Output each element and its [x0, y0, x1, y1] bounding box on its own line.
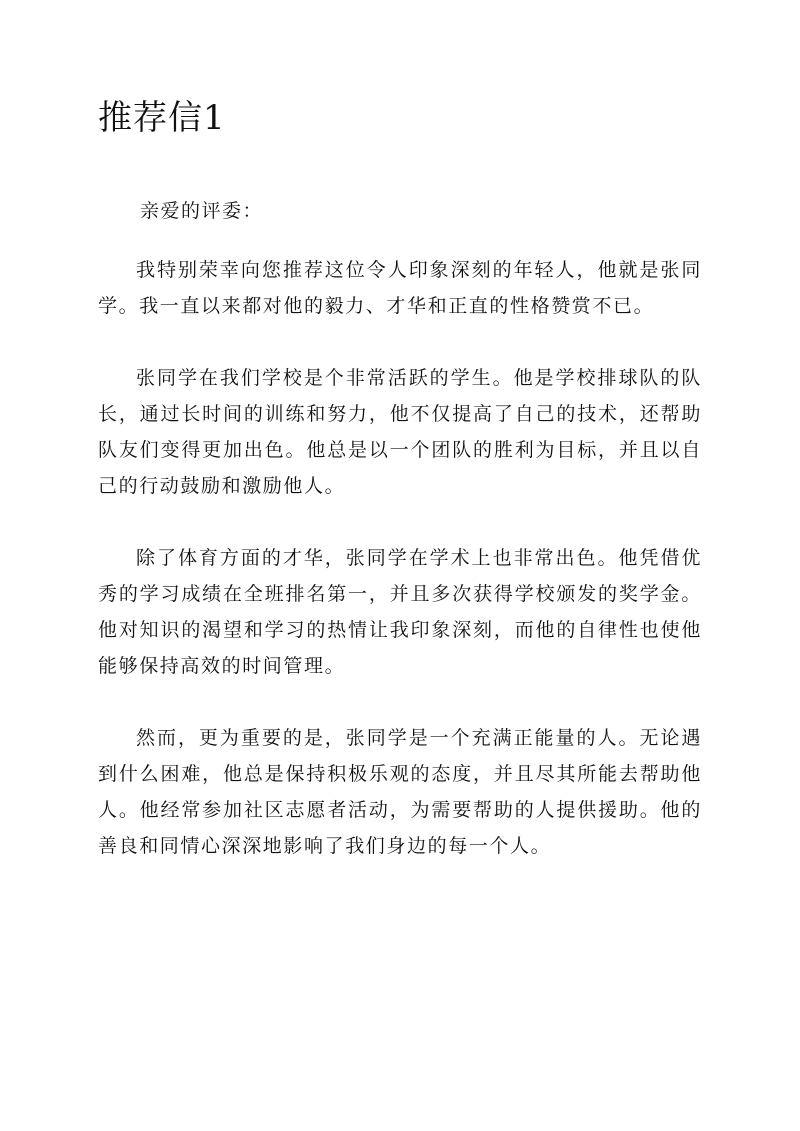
paragraph-character: 然而，更为重要的是，张同学是一个充满正能量的人。无论遇到什么困难，他总是保持积极乐观的态度，并且尽其所能去帮助他人。他经常参加社区志愿者活动，为需要帮助的人提供援助。他的善良和同情心深深地影响了我们身边的每一个人。	[98, 727, 702, 857]
paragraph-activity: 张同学在我们学校是个非常活跃的学生。他是学校排球队的队长，通过长时间的训练和努力，他不仅提高了自己的技术，还帮助队友们变得更加出色。他总是以一个团队的胜利为目标，并且以自己的行动鼓励和激励他人。	[98, 367, 702, 497]
letter-body	[98, 252, 702, 900]
paragraph-intro: 我特别荣幸向您推荐这位令人印象深刻的年轻人，他就是张同学。我一直以来都对他的毅力、才华和正直的性格赞赏不已。	[98, 259, 702, 317]
document-title: 推荐信1	[98, 98, 226, 138]
salutation: 亲爱的评委：	[140, 200, 264, 222]
paragraph-academics: 除了体育方面的才华，张同学在学术上也非常出色。他凭借优秀的学习成绩在全班排名第一，并且多次获得学校颁发的奖学金。他对知识的渴望和学习的热情让我印象深刻，而他的自律性也使他能够保持高效的时间管理。	[98, 547, 702, 677]
